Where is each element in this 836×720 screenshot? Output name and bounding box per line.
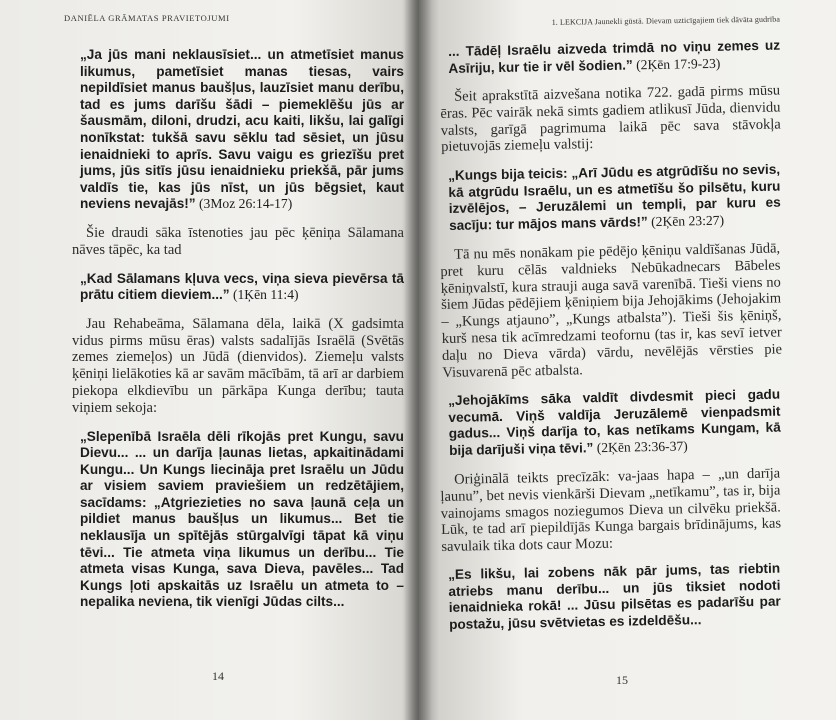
- right-quote-2-text: „Kungs bija teicis: „Arī Jūdu es atgrūdīšu no sevis, kā atgrūdu Israēlu, un es atmetīšu šo pilsētu, kuru izvēlējos, – Jeruzālemi un templi, par kuru es sacīju: tur mājos mans vārds!”: [448, 162, 781, 234]
- left-body-2: Jau Rehabeāma, Sālamana dēla, laikā (X gadsimta vidus pirms mūsu ēras) valsts sadalījās Israēlā (Svētās zemes ziemeļos) un Jūdā (dienvidos). Ziemeļu valsts ķēniņi lielākoties kā ar savām mācībām, tā arī ar darbiem piekopa elkdievību un pārkāpa Kunga derību; tauta viņiem sekoja:: [72, 315, 404, 416]
- left-quote-1-ref: (3Moz 26:14-17): [195, 196, 293, 212]
- right-quote-4: [448, 561, 781, 634]
- left-quote-2-text: „Kad Sālamans kļuva vecs, viņa sieva pievērsa tā prātu citiem dieviem...”: [80, 270, 404, 303]
- right-running-head: 1. LEKCIJA Jaunekli gūstā. Dievam uzticīgajiem tiek dāvāta gudrība: [551, 14, 781, 27]
- right-quote-3-ref: (2Ķēn 23:36-37): [593, 438, 688, 456]
- left-quote-2-ref: (1Ķēn 11:4): [229, 287, 299, 303]
- right-page: [418, 0, 836, 720]
- right-page-content: [440, 14, 783, 646]
- right-quote-1-ref: (2Ķēn 17:9-23): [632, 55, 721, 73]
- left-page-content: [64, 13, 404, 623]
- left-quote-3: [80, 429, 404, 612]
- left-quote-3-text: „Slepenībā Israēla dēli rīkojās pret Kungu, savu Dievu... ... un darīja ļaunas lietas, apkaitinādami Kungu... Un Kungs liecināja pret Israēlu un Jūdu ar visiem saviem praviešiem un redzētājiem, sacīdams: „Atgriezieties no sava ļaunā ceļa un pildiet manus baušļus un likumus... Bet tie neklausīja un spītējās stūrgalvīgi tāpat kā viņu tēvi... Tie atmeta viņa likumus un derību... Tie atmeta visas Kunga, sava Dieva, pavēles... Tad Kungs ļoti apskaitās uz Israēlu un atmeta to – nepalika neviena, tik vienīgi Jūdas cilts...: [80, 428, 404, 610]
- right-quote-3: [448, 387, 781, 460]
- right-quote-2-ref: (2Ķēn 23:27): [647, 212, 725, 230]
- right-quote-1: [448, 38, 781, 78]
- left-quote-1: [80, 47, 404, 213]
- right-body-1: Šeit aprakstītā aizvešana notika 722. gadā pirms mūsu ēras. Pēc vairāk nekā simts gadiem atlikusī Jūda, dienvidu valsts, garīgā pagrimuma laikā pēc sava stāvokļa pietuvojās ziemeļu valstij:: [440, 82, 781, 156]
- right-quote-1-text: ... Tādēļ Israēlu aizveda trimdā no viņu zemes uz Asīriju, kur tie ir vēl šodien.”: [448, 37, 781, 76]
- right-quote-4-text: „Es likšu, lai zobens nāk pār jums, tas riebtin atriebs manu derību... un jūs tiksiet nodoti ienaidnieka rokā! ... Jūsu pilsētas es padarīšu par postažu, jūsu svētvietas es izdeldēšu...: [448, 561, 781, 633]
- right-body-3: Oriģinālā teikts precīzāk: va-jaas hapa – „un darīja ļaunu”, bet nevis vienkārši Dievam „netīkamu”, tas ir, bija vainojams smagos noziegumos Dieva un cilvēku priekšā. Lūk, te tad arī piepildījās Kunga bargais brīdinājums, kas savulaik tika dots caur Mozu:: [440, 464, 782, 555]
- right-quote-2: [448, 162, 781, 235]
- left-quote-1-text: „Ja jūs mani neklausīsiet... un atmetīsiet manus likumus, pametīsiet manas tiesas, vairs nepildīsiet manus baušļus, lauzīsiet manu derību, tad es jums darīšu šādi – piemeklēšu jūs ar šausmām, diloni, drudzi, acu kaiti, likšu, lai galīgi nonīkstat: tukšā savu sēklu tad sēsiet, un jūsu ienaidnieki to aprīs. Savu vaigu es griezīšu pret jums, jūs sitīs jūsu ienaidnieku priekšā, pār jums valdīs tie, kas jūs nīst, un jūs bēgsiet, kaut neviens nevajās!”: [80, 47, 404, 212]
- right-body-2: Tā nu mēs nonākam pie pēdējo ķēniņu valdīšanas Jūdā, pret kuru cēlās valdnieks Nebūkadnecars Bābeles ķēniņvalstī, kura strauji auga savā varenībā. Tieši viens no šiem Jūdas pēdējiem ķēniņiem bija Jehojākims (Jehojakim – „Kungs atjauno”, „Kungs atbalsta”). Tieši šis ķēniņš, kurš nesa tik acīmredzami teofornu (tas ir, kas sevī ietver daļu no Dieva vārda) vārdu, nevēlējās vērsties pie Visuvarenā pēc atbalsta.: [440, 240, 783, 381]
- left-running-head: DANIĒLA GRĀMATAS PRAVIETOJUMI: [64, 13, 230, 23]
- right-quote-3-text: „Jehojākīms sāka valdīt divdesmit pieci gadu vecumā. Viņš valdīja Jeruzālemē vienpadsmit gadus... Viņš darīja to, kas netīkams Kungam, kā bija darījuši viņa tēvi.”: [448, 386, 781, 458]
- left-quote-2: [80, 271, 404, 304]
- left-page-number: 14: [212, 669, 224, 683]
- right-page-number: 15: [616, 673, 628, 687]
- left-body-1: Šie draudi sāka īstenoties jau pēc ķēniņa Sālamana nāves tāpēc, ka tad: [72, 224, 404, 258]
